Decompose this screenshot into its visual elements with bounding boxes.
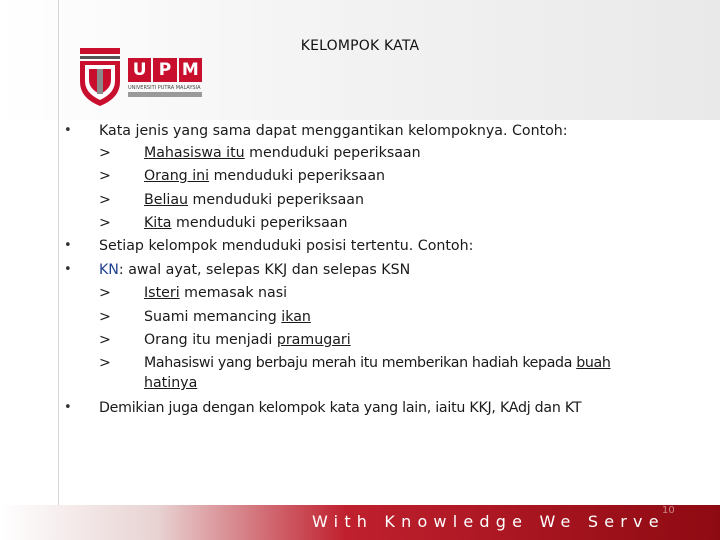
sub-item (99, 330, 111, 350)
sub-item (99, 353, 111, 373)
phrase-pre: Orang itu menjadi (144, 332, 277, 348)
phrase-rest: menduduki peperiksaan (209, 168, 386, 184)
phrase-pre: Suami memancing (144, 309, 282, 325)
sub-item (99, 143, 111, 163)
bullet-3-text (99, 260, 410, 280)
sub-item-text (144, 330, 351, 350)
bullet-1-text: Kata jenis yang sama dapat menggantikan kelompoknya. Contoh: (99, 123, 568, 139)
underlined-phrase: Mahasiswa itu (144, 145, 245, 161)
sub-item-text (144, 283, 287, 303)
sub-item-text (144, 143, 421, 163)
sub-item (99, 190, 111, 210)
sub-item (99, 283, 111, 303)
sub-marker: > (99, 332, 111, 348)
bullet-4-text: Demikian juga dengan kelompok kata yang lain, iaitu KKJ, KAdj dan KT (99, 400, 582, 416)
underlined-phrase: pramugari (276, 332, 351, 348)
left-divider (58, 0, 59, 505)
sub-item-text (144, 353, 611, 373)
sub-marker: > (99, 215, 111, 231)
footer-slogan: With Knowledge We Serve (312, 512, 665, 531)
sub-marker: > (99, 145, 111, 161)
underlined-phrase: Kita (144, 215, 172, 231)
phrase-rest: menduduki peperiksaan (244, 145, 421, 161)
bullet-3-rest: : awal ayat, selepas KKJ dan selepas KSN (118, 262, 411, 278)
phrase-rest: memasak nasi (179, 285, 288, 301)
sub-marker: > (99, 355, 111, 371)
bullet-icon: • (64, 262, 72, 277)
bullet-icon: • (64, 400, 72, 415)
sub-item-text (144, 213, 347, 233)
logo-letter: P (153, 58, 176, 82)
underlined-phrase: buah (576, 355, 611, 371)
logo-subtext: UNIVERSITI PUTRA MALAYSIA (128, 85, 201, 91)
sub-item (99, 213, 111, 233)
bullet-icon: • (64, 123, 72, 138)
underlined-phrase: Orang ini (144, 168, 210, 184)
underlined-phrase: hatinya (144, 375, 198, 391)
upm-logo (76, 48, 206, 110)
kn-label: KN (99, 262, 119, 278)
sub-marker: > (99, 168, 111, 184)
sub-item-continuation (144, 373, 197, 393)
slide-title: KELOMPOK KATA (300, 38, 420, 54)
phrase-rest: menduduki peperiksaan (171, 215, 348, 231)
sub-item (99, 166, 111, 186)
sub-item-text (144, 307, 311, 327)
upm-crest-icon (76, 48, 124, 108)
sub-marker: > (99, 192, 111, 208)
logo-wordmark (128, 58, 202, 82)
underlined-phrase: Beliau (144, 192, 189, 208)
sub-item-text (144, 190, 364, 210)
underlined-phrase: Isteri (144, 285, 180, 301)
sub-marker: > (99, 309, 111, 325)
logo-letter: U (128, 58, 151, 82)
phrase-pre: Mahasiswi yang berbaju merah itu memberikan hadiah kepada (144, 355, 577, 371)
page-number: 10 (662, 505, 675, 516)
phrase-rest: menduduki peperiksaan (188, 192, 364, 208)
sub-item-text (144, 166, 385, 186)
bullet-icon: • (64, 238, 72, 253)
underlined-phrase: ikan (281, 309, 311, 325)
sub-marker: > (99, 285, 111, 301)
logo-subtext-bar (128, 92, 202, 97)
footer-bar (0, 505, 720, 540)
bullet-2-text: Setiap kelompok menduduki posisi tertentu. Contoh: (99, 238, 474, 254)
sub-item (99, 307, 111, 327)
logo-letter: M (179, 58, 202, 82)
